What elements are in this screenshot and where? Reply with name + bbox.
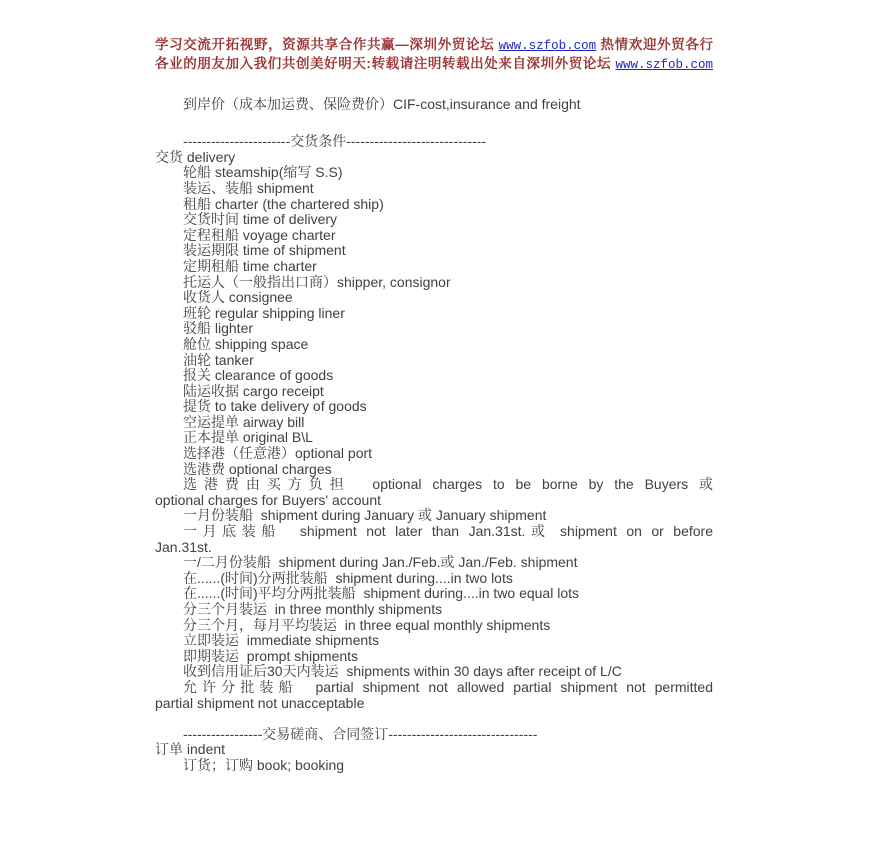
doc-line: 空运提单 airway bill [183, 413, 305, 430]
doc-line: 一月份装船 shipment during January 或 January shipment [183, 507, 547, 524]
doc-line: 陆运收据 cargo receipt [183, 382, 324, 399]
doc-line: Jan.31st. [155, 538, 212, 555]
szfob-link[interactable]: www.szfob.com [615, 58, 713, 72]
doc-line: 轮船 steamship(缩写 S.S) [183, 164, 343, 181]
blank-line [155, 711, 713, 727]
doc-line: 定期租船 time charter [183, 257, 317, 274]
section-divider: -----------------------交货条件------------------------------ [183, 133, 487, 150]
szfob-link[interactable]: www.szfob.com [498, 39, 597, 53]
doc-line: 托运人（一般指出口商）shipper, consignor [183, 273, 451, 290]
doc-line: 立即装运 immediate shipments [183, 632, 380, 649]
doc-line: 订货；订购 book; booking [183, 756, 345, 773]
header-line [155, 55, 713, 74]
doc-line: 驳船 lighter [183, 320, 254, 337]
document-body [155, 97, 713, 774]
doc-line: 正本提单 original B\L [183, 429, 313, 446]
doc-line: 订单 indent [155, 741, 226, 758]
doc-line: 到岸价（成本加运费、保险费价）CIF-cost,insurance and freight [183, 96, 581, 112]
blank-line [155, 113, 713, 129]
doc-line: 选港费由买方负担 optional charges to be borne by the Buyers 或 [183, 476, 713, 493]
doc-line: 选港费 optional charges [183, 460, 332, 477]
doc-line: 分三个月装运 in three monthly shipments [183, 601, 443, 617]
doc-line: 报关 clearance of goods [183, 367, 334, 384]
section-divider: -----------------交易磋商、合同签订-------------------------------- [183, 725, 538, 742]
doc-line: 装运、装船 shipment [183, 179, 314, 196]
doc-line: 交货 delivery [155, 148, 236, 165]
doc-line: 在......(时间)平均分两批装船 shipment during....in two equal lots [183, 585, 580, 602]
doc-line: 装运期限 time of shipment [183, 242, 346, 259]
doc-line: 油轮 tanker [183, 351, 254, 368]
doc-line: 允许分批装船 partial shipment not allowed partial shipment not permitted [183, 678, 713, 695]
doc-line: 班轮 regular shipping liner [183, 304, 345, 321]
header-text: 各业的朋友加入我们共创美好明天:转载请注明转载出处来自深圳外贸论坛 [155, 56, 616, 71]
doc-line: 分三个月，每月平均装运 in three equal monthly shipments [183, 616, 551, 633]
doc-line: 收到信用证后30天内装运 shipments within 30 days after receipt of L/C [183, 663, 622, 680]
header-line [155, 36, 713, 55]
doc-line: 租船 charter (the chartered ship) [183, 195, 384, 212]
doc-line: 在......(时间)分两批装船 shipment during....in two lots [183, 569, 513, 586]
doc-line: 选择港（任意港）optional port [183, 445, 373, 462]
header-text: 学习交流开拓视野，资源共享合作共赢—深圳外贸论坛 [155, 37, 499, 52]
doc-line: 提货 to take delivery of goods [183, 398, 367, 415]
doc-line: 收货人 consignee [183, 289, 293, 306]
doc-line: optional charges for Buyers' account [155, 491, 382, 508]
doc-line: 一/二月份装船 shipment during Jan./Feb.或 Jan./Feb. shipment [183, 554, 578, 571]
doc-line: 即期装运 prompt shipments [183, 647, 359, 664]
header-notice [155, 36, 713, 74]
doc-line: 一月底装船 shipment not later than Jan.31st.或 shipment on or before [183, 523, 713, 540]
header-text: 热情欢迎外贸各行 [596, 37, 713, 52]
doc-line: partial shipment not unacceptable [155, 694, 365, 711]
doc-line: 定程租船 voyage charter [183, 226, 336, 243]
doc-line: 交货时间 time of delivery [183, 211, 338, 228]
doc-line: 舱位 shipping space [183, 335, 309, 352]
